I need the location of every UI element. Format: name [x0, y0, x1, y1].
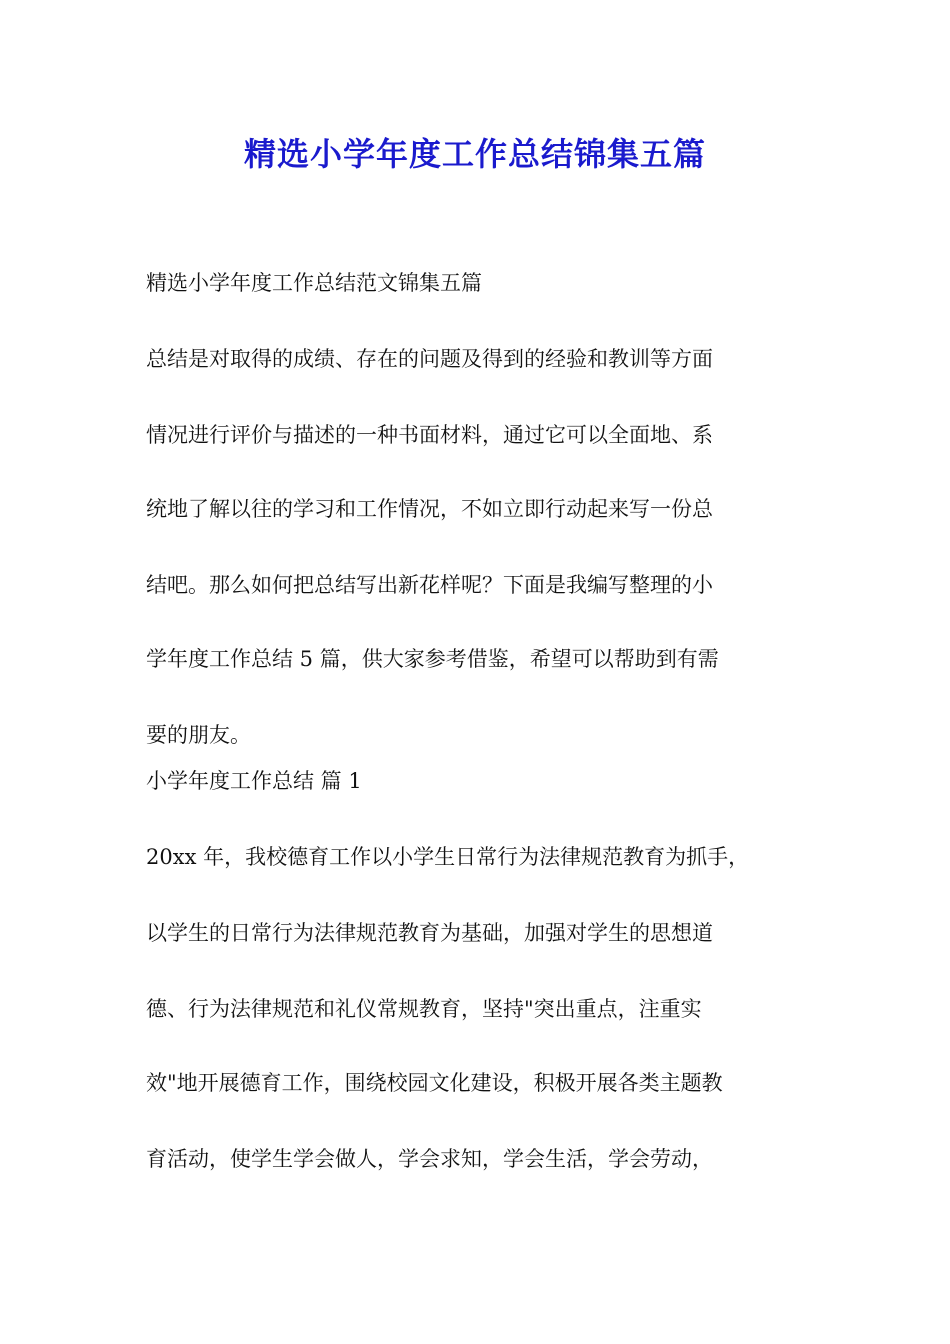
intro-line: 总结是对取得的成绩、存在的问题及得到的经验和教训等方面	[146, 347, 713, 371]
section-line: 德、行为法律规范和礼仪常规教育，坚持"突出重点，注重实	[146, 997, 702, 1021]
intro-line: 情况进行评价与描述的一种书面材料，通过它可以全面地、系	[146, 423, 713, 447]
section-line: 以学生的日常行为法律规范教育为基础，加强对学生的思想道	[146, 921, 713, 945]
section-line: 育活动，使学生学会做人，学会求知，学会生活，学会劳动，	[146, 1147, 713, 1171]
intro-line: 要的朋友。	[146, 723, 251, 747]
intro-line: 结吧。那么如何把总结写出新花样呢？下面是我编写整理的小	[146, 573, 713, 597]
section-line: 效"地开展德育工作，围绕校园文化建设，积极开展各类主题教	[146, 1071, 723, 1095]
intro-line: 统地了解以往的学习和工作情况，不如立即行动起来写一份总	[146, 497, 713, 521]
document-title: 精选小学年度工作总结锦集五篇	[243, 135, 706, 173]
intro-line: 学年度工作总结 5 篇，供大家参考借鉴，希望可以帮助到有需	[146, 647, 719, 671]
document-subtitle: 精选小学年度工作总结范文锦集五篇	[146, 271, 482, 295]
section-line: 20xx 年，我校德育工作以小学生日常行为法律规范教育为抓手，	[146, 845, 750, 869]
section-heading: 小学年度工作总结 篇 1	[146, 769, 362, 793]
